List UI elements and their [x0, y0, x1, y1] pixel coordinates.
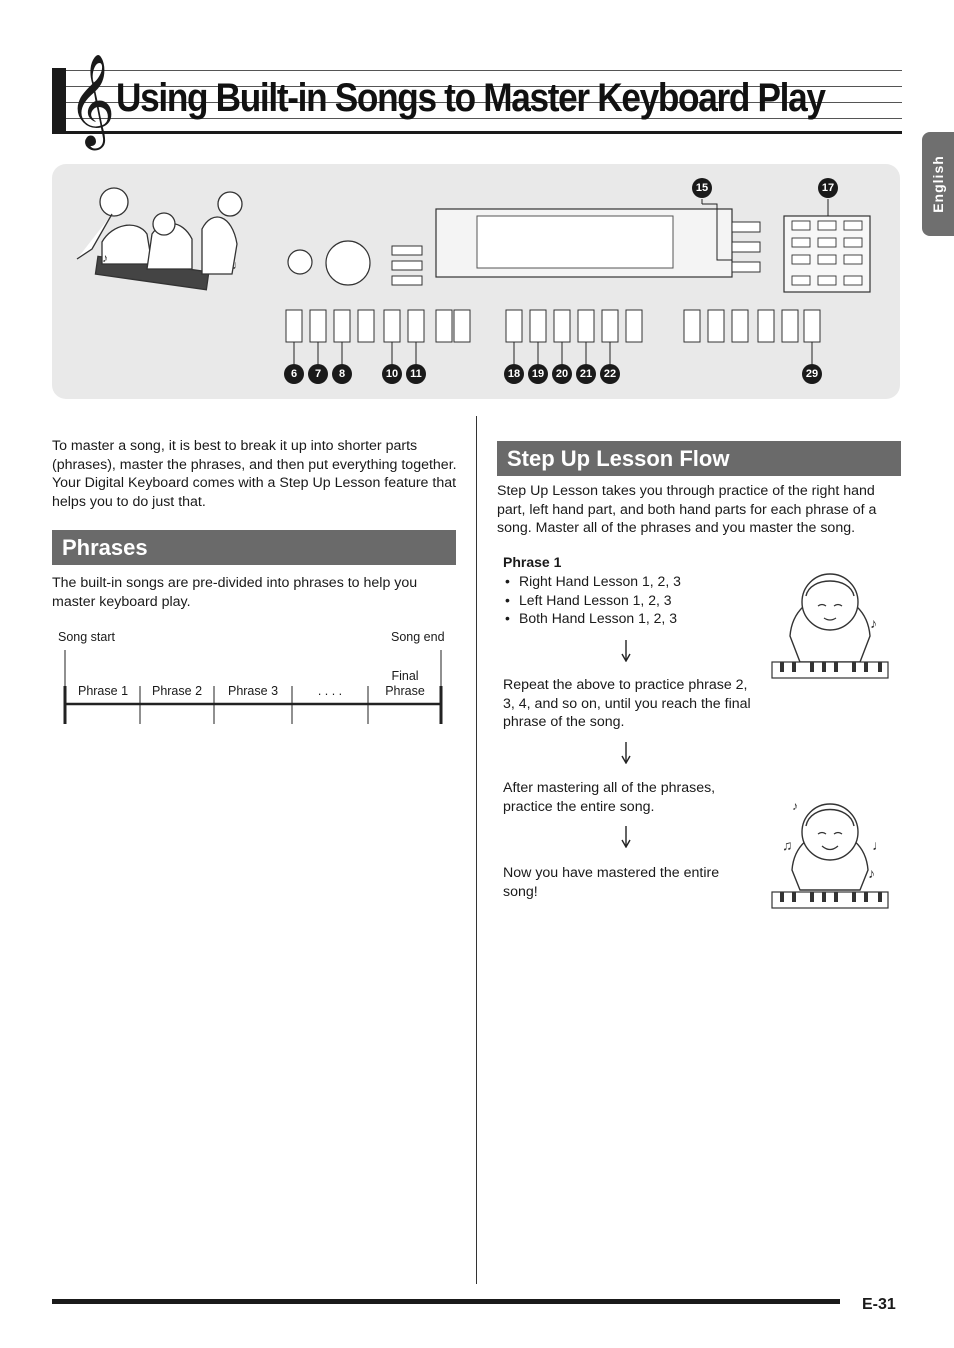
svg-text:♪: ♪	[792, 799, 798, 813]
section-heading-phrases: Phrases	[52, 530, 456, 565]
lesson-list	[505, 572, 681, 628]
column-divider	[476, 416, 477, 1284]
callout-number: 6	[284, 364, 304, 384]
down-arrow-icon	[620, 640, 632, 662]
title-underline	[52, 131, 902, 134]
callout-number: 10	[382, 364, 402, 384]
language-tab	[922, 132, 954, 236]
svg-text:♪: ♪	[868, 865, 875, 881]
callout-number: 22	[600, 364, 620, 384]
svg-text:♩: ♩	[872, 837, 886, 853]
svg-text:♩: ♩	[232, 258, 244, 272]
callout-number: 18	[504, 364, 524, 384]
phrase-cell-final: Final Phrase	[385, 669, 425, 698]
down-arrow-icon	[620, 826, 632, 848]
volume-knob-drawing	[326, 241, 370, 285]
callout-number: 17	[818, 178, 838, 198]
flow-step-mastered: Now you have mastered the entire song!	[503, 865, 720, 900]
phrase-1-label: Phrase 1	[503, 554, 562, 570]
phrase-cell-ellipsis: . . . .	[317, 684, 343, 698]
title-banner	[52, 53, 902, 146]
lesson-item: • Right Hand Lesson 1, 2, 3	[505, 572, 681, 591]
keyboard-panel-drawing	[52, 164, 900, 399]
song-start-label: Song start	[58, 630, 115, 644]
lesson-item: • Left Hand Lesson 1, 2, 3	[505, 591, 681, 610]
keyboard-panel-illustration	[52, 164, 900, 399]
power-button-drawing	[288, 250, 312, 274]
title-bar-accent	[52, 68, 66, 132]
svg-text:♪: ♪	[102, 251, 108, 265]
intro-paragraph: To master a song, it is best to break it up into shorter parts (phrases), master the phrases, and then put everything together. Your Digital Keyboard comes with a Step Up Lesson feature that helps you to do just that.	[52, 438, 457, 510]
callout-number: 19	[528, 364, 548, 384]
family-illustration	[77, 188, 244, 290]
callout-number: 7	[308, 364, 328, 384]
down-arrow-icon	[620, 742, 632, 764]
girl-practicing-illustration	[770, 566, 890, 680]
svg-text:♫: ♫	[782, 837, 793, 853]
song-end-label: Song end	[391, 630, 445, 644]
svg-text:♪: ♪	[870, 615, 877, 631]
step-up-paragraph: Step Up Lesson takes you through practice of the right hand part, left hand part, and both hand parts for each phrase of a song. Master all of the phrases and you master the song.	[497, 483, 877, 536]
phrase-cell-1: Phrase 1	[77, 684, 129, 698]
section-heading-step-up: Step Up Lesson Flow	[497, 441, 901, 476]
language-tab-label: English	[930, 155, 946, 213]
callout-number: 20	[552, 364, 572, 384]
staff-line	[66, 70, 902, 71]
flow-step-entire: After mastering all of the phrases, practice the entire song.	[503, 780, 716, 815]
lesson-item: • Both Hand Lesson 1, 2, 3	[505, 609, 681, 628]
page-number: E-31	[862, 1296, 896, 1313]
phrases-paragraph: The built-in songs are pre-divided into phrases to help you master keyboard play.	[52, 575, 418, 610]
callout-number: 21	[576, 364, 596, 384]
callout-number: 29	[802, 364, 822, 384]
girl-celebrating-illustration	[768, 790, 892, 910]
phrase-cell-3: Phrase 3	[227, 684, 279, 698]
callout-number: 15	[692, 178, 712, 198]
footer-rule	[52, 1299, 840, 1304]
page-title: Using Built-in Songs to Master Keyboard Play	[116, 76, 825, 120]
callout-number: 11	[406, 364, 426, 384]
lower-button-row-drawing	[286, 310, 820, 342]
phrase-cell-2: Phrase 2	[151, 684, 203, 698]
flow-step-repeat: Repeat the above to practice phrase 2, 3, 4, and so on, until you reach the final phrase of the song.	[503, 677, 751, 730]
treble-clef-icon: 𝄞	[68, 53, 116, 146]
callout-number: 8	[332, 364, 352, 384]
